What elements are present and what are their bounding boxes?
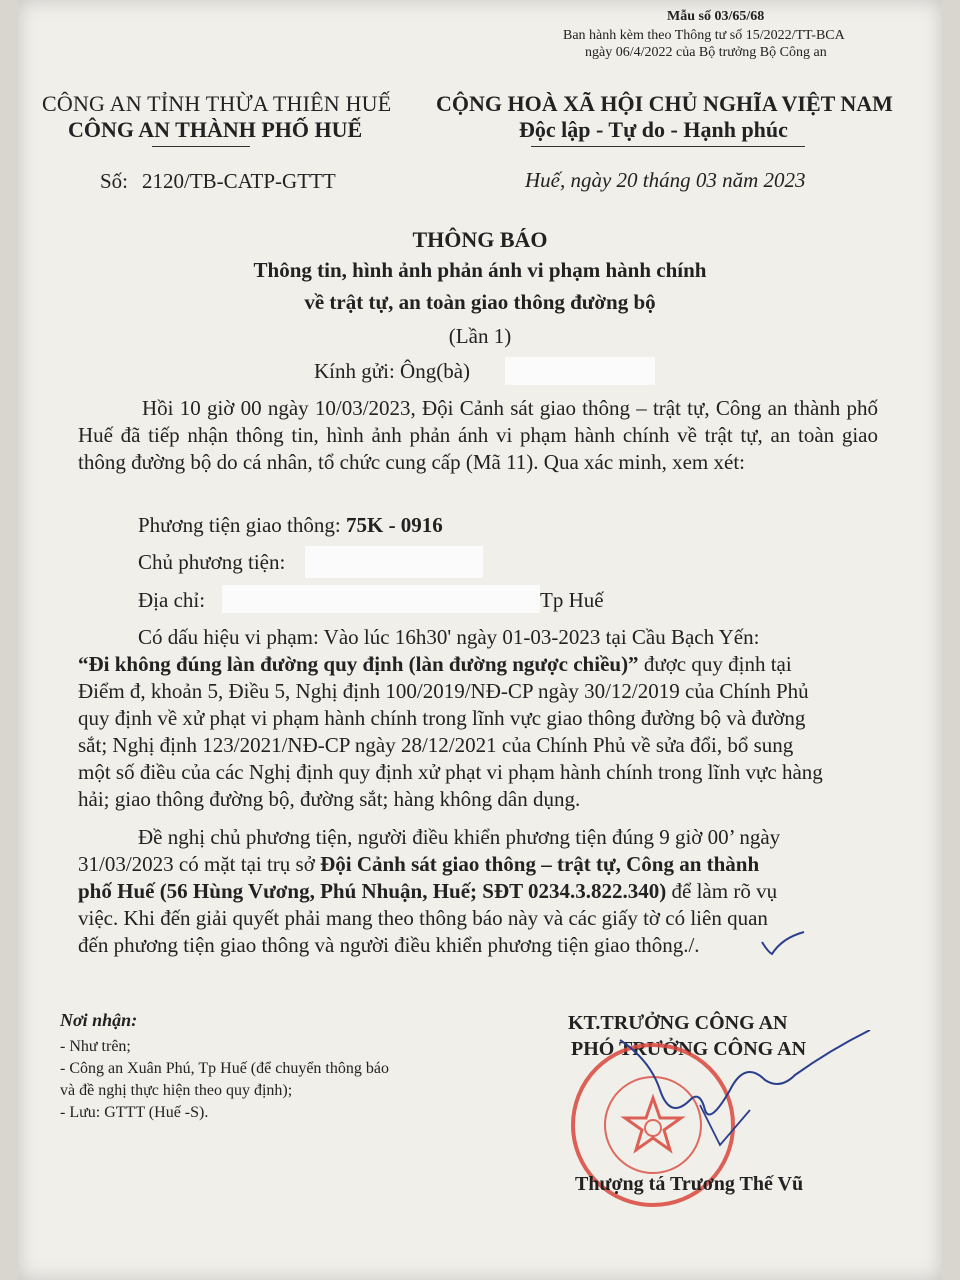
violation-name: “Đi không đúng làn đường quy định (làn đường ngược chiều)” [78, 652, 639, 676]
agency-underline [152, 146, 250, 147]
request-line3: phố Huế (56 Hùng Vương, Phú Nhuận, Huế; SĐT 0234.3.822.340) để làm rõ vụ [78, 879, 778, 903]
unit-name: Đội Cảnh sát giao thông – trật tự, Công an thành [320, 852, 760, 876]
agency-parent: CÔNG AN TỈNH THỪA THIÊN HUẾ [42, 91, 392, 116]
doc-number [100, 169, 336, 194]
redaction-owner [305, 546, 483, 578]
doc-subtitle-1: Thông tin, hình ảnh phản ánh vi phạm hành chính [253, 258, 707, 282]
sign-title-2: PHÓ TRƯỞNG CÔNG AN [571, 1038, 807, 1060]
violation-line5: sắt; Nghị định 123/2021/NĐ-CP ngày 28/12/2021 của Chính Phủ về sửa đổi, bổ sung [78, 733, 794, 757]
vehicle-line [138, 513, 443, 538]
violation-line2: “Đi không đúng làn đường quy định (làn đường ngược chiều)” được quy định tại [78, 652, 792, 676]
form-issued-line2: ngày 06/4/2022 của Bộ trưởng Bộ Công an [585, 45, 827, 60]
doc-title: THÔNG BÁO [412, 227, 548, 252]
recipient-item: - Như trên; [60, 1038, 131, 1055]
form-number: Mẫu số 03/65/68 [667, 9, 765, 24]
doc-number-label: Số: [100, 169, 129, 193]
intro-paragraph: Hồi 10 giờ 00 ngày 10/03/2023, Đội Cảnh sát giao thông – trật tự, Công an thành phố Huế đã tiếp nhận thông tin, hình ảnh phản ánh vi phạm hành chính về trật tự, an toàn giao thông đường bộ do cá nhân, tổ chức cung cấp (Mã 11). Qua xác minh, xem xét: [78, 396, 878, 474]
violation-line7: hải; giao thông đường bộ, đường sắt; hàng không dân dụng. [78, 787, 581, 811]
nation-title: CỘNG HOÀ XÃ HỘI CHỦ NGHĨA VIỆT NAM [436, 91, 893, 116]
motto: Độc lập - Tự do - Hạnh phúc [519, 117, 788, 142]
recipient-line: Kính gửi: Ông(bà) [314, 359, 471, 383]
redaction-address [222, 585, 540, 613]
recipients-label: Nơi nhận: [60, 1010, 138, 1030]
owner-label: Chủ phương tiện: [138, 550, 286, 574]
signer-name: Thượng tá Trương Thế Vũ [575, 1173, 804, 1195]
check-mark-icon [758, 928, 808, 958]
unit-address: phố Huế (56 Hùng Vương, Phú Nhuận, Huế; SĐT 0234.3.822.340) [78, 879, 667, 903]
recipient-item: - Lưu: GTTT (Huế -S). [60, 1104, 209, 1121]
vehicle-plate: 75K - 0916 [345, 513, 443, 537]
address-label: Địa chỉ: [138, 588, 206, 612]
request-line4: việc. Khi đến giải quyết phải mang theo thông báo này và các giấy tờ có liên quan [78, 906, 768, 930]
request-line5: đến phương tiện giao thông và người điều khiển phương tiện giao thông./. [78, 933, 700, 957]
motto-underline [531, 146, 805, 147]
doc-round: (Lần 1) [448, 324, 512, 348]
vehicle-label: Phương tiện giao thông: [138, 513, 341, 537]
doc-number-value: 2120/TB-CATP-GTTT [142, 169, 336, 193]
sign-title-1: KT.TRƯỞNG CÔNG AN [568, 1012, 788, 1034]
doc-subtitle-2: về trật tự, an toàn giao thông đường bộ [304, 290, 656, 314]
violation-line3: Điểm đ, khoản 5, Điều 5, Nghị định 100/2019/NĐ-CP ngày 30/12/2019 của Chính Phủ [78, 679, 809, 703]
violation-line6: một số điều của các Nghị định quy định xử phạt vi phạm hành chính trong lĩnh vực hàng [78, 760, 823, 784]
redaction-recipient [505, 357, 655, 385]
address-suffix: Tp Huế [540, 588, 604, 612]
request-line1: Đề nghị chủ phương tiện, người điều khiển phương tiện đúng 9 giờ 00’ ngày [138, 825, 781, 849]
recipient-item: - Công an Xuân Phú, Tp Huế (để chuyển thông báo [60, 1060, 389, 1077]
recipient-item: và đề nghị thực hiện theo quy định); [60, 1082, 293, 1099]
violation-lead: Có dấu hiệu vi phạm: Vào lúc 16h30' ngày 01-03-2023 tại Cầu Bạch Yến: [138, 625, 760, 649]
request-line2: 31/03/2023 có mặt tại trụ sở Đội Cảnh sát giao thông – trật tự, Công an thành [78, 852, 760, 876]
agency-name: CÔNG AN THÀNH PHỐ HUẾ [68, 117, 363, 142]
place-date: Huế, ngày 20 tháng 03 năm 2023 [525, 168, 806, 192]
form-issued-line1: Ban hành kèm theo Thông tư số 15/2022/TT-BCA [563, 28, 845, 43]
handwritten-signature-icon [580, 1030, 880, 1190]
violation-line4: quy định về xử phạt vi phạm hành chính trong lĩnh vực giao thông đường bộ và đường [78, 706, 806, 730]
